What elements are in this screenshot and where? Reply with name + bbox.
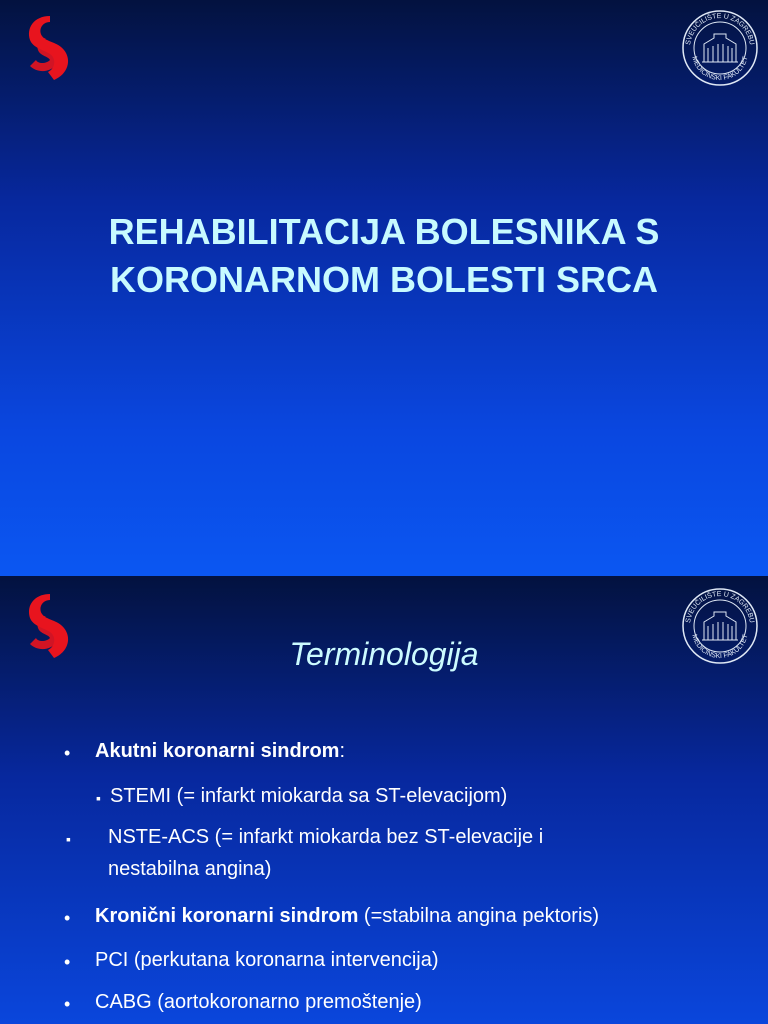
bullet-dot: • (64, 743, 71, 763)
bullet-dot: • (64, 908, 71, 928)
university-seal-icon (680, 8, 760, 88)
terminology-slide: SVEUČILIŠTE U ZAGREBU MEDICINSKI FAKULTET Terminologija • Akutni koronarni sindrom: ▪ STEMI (= infarkt miokarda sa ST-elevacijom) ▪ NSTE-ACS (= infarkt miokarda bez ST-elevacije i nestabilna angina) • Kronični koronarni sindrom (=stabilna angina pektoris) • PCI (perkutana koronarna intervencija) • CABG (aortokoronarno premoštenje) (0, 576, 768, 1024)
slide-title: Terminologija (289, 636, 479, 672)
bullet-dot: • (64, 994, 71, 1014)
bullet-square: ▪ (66, 831, 71, 847)
svg-text:MEDICINSKI FAKULTET: MEDICINSKI FAKULTET (690, 55, 750, 83)
bullet-square: ▪ (96, 790, 101, 806)
slide-title (0, 208, 768, 304)
svg-text:SVEUČILIŠTE U ZAGREBU: SVEUČILIŠTE U ZAGREBU (685, 590, 755, 624)
svg-text:MEDICINSKI FAKULTET: MEDICINSKI FAKULTET (690, 633, 750, 661)
term-bold: Akutni koronarni sindrom (95, 740, 340, 762)
heart-logo-icon (20, 12, 76, 84)
term-bold: Kronični koronarni sindrom (95, 905, 359, 927)
title-line-2: KORONARNOM BOLESTI SRCA (110, 259, 658, 300)
title-line-1: REHABILITACIJA BOLESNIKA S (108, 211, 660, 252)
bullet-dot: • (64, 952, 71, 972)
svg-text:SVEUČILIŠTE U ZAGREBU: SVEUČILIŠTE U ZAGREBU (685, 12, 755, 46)
